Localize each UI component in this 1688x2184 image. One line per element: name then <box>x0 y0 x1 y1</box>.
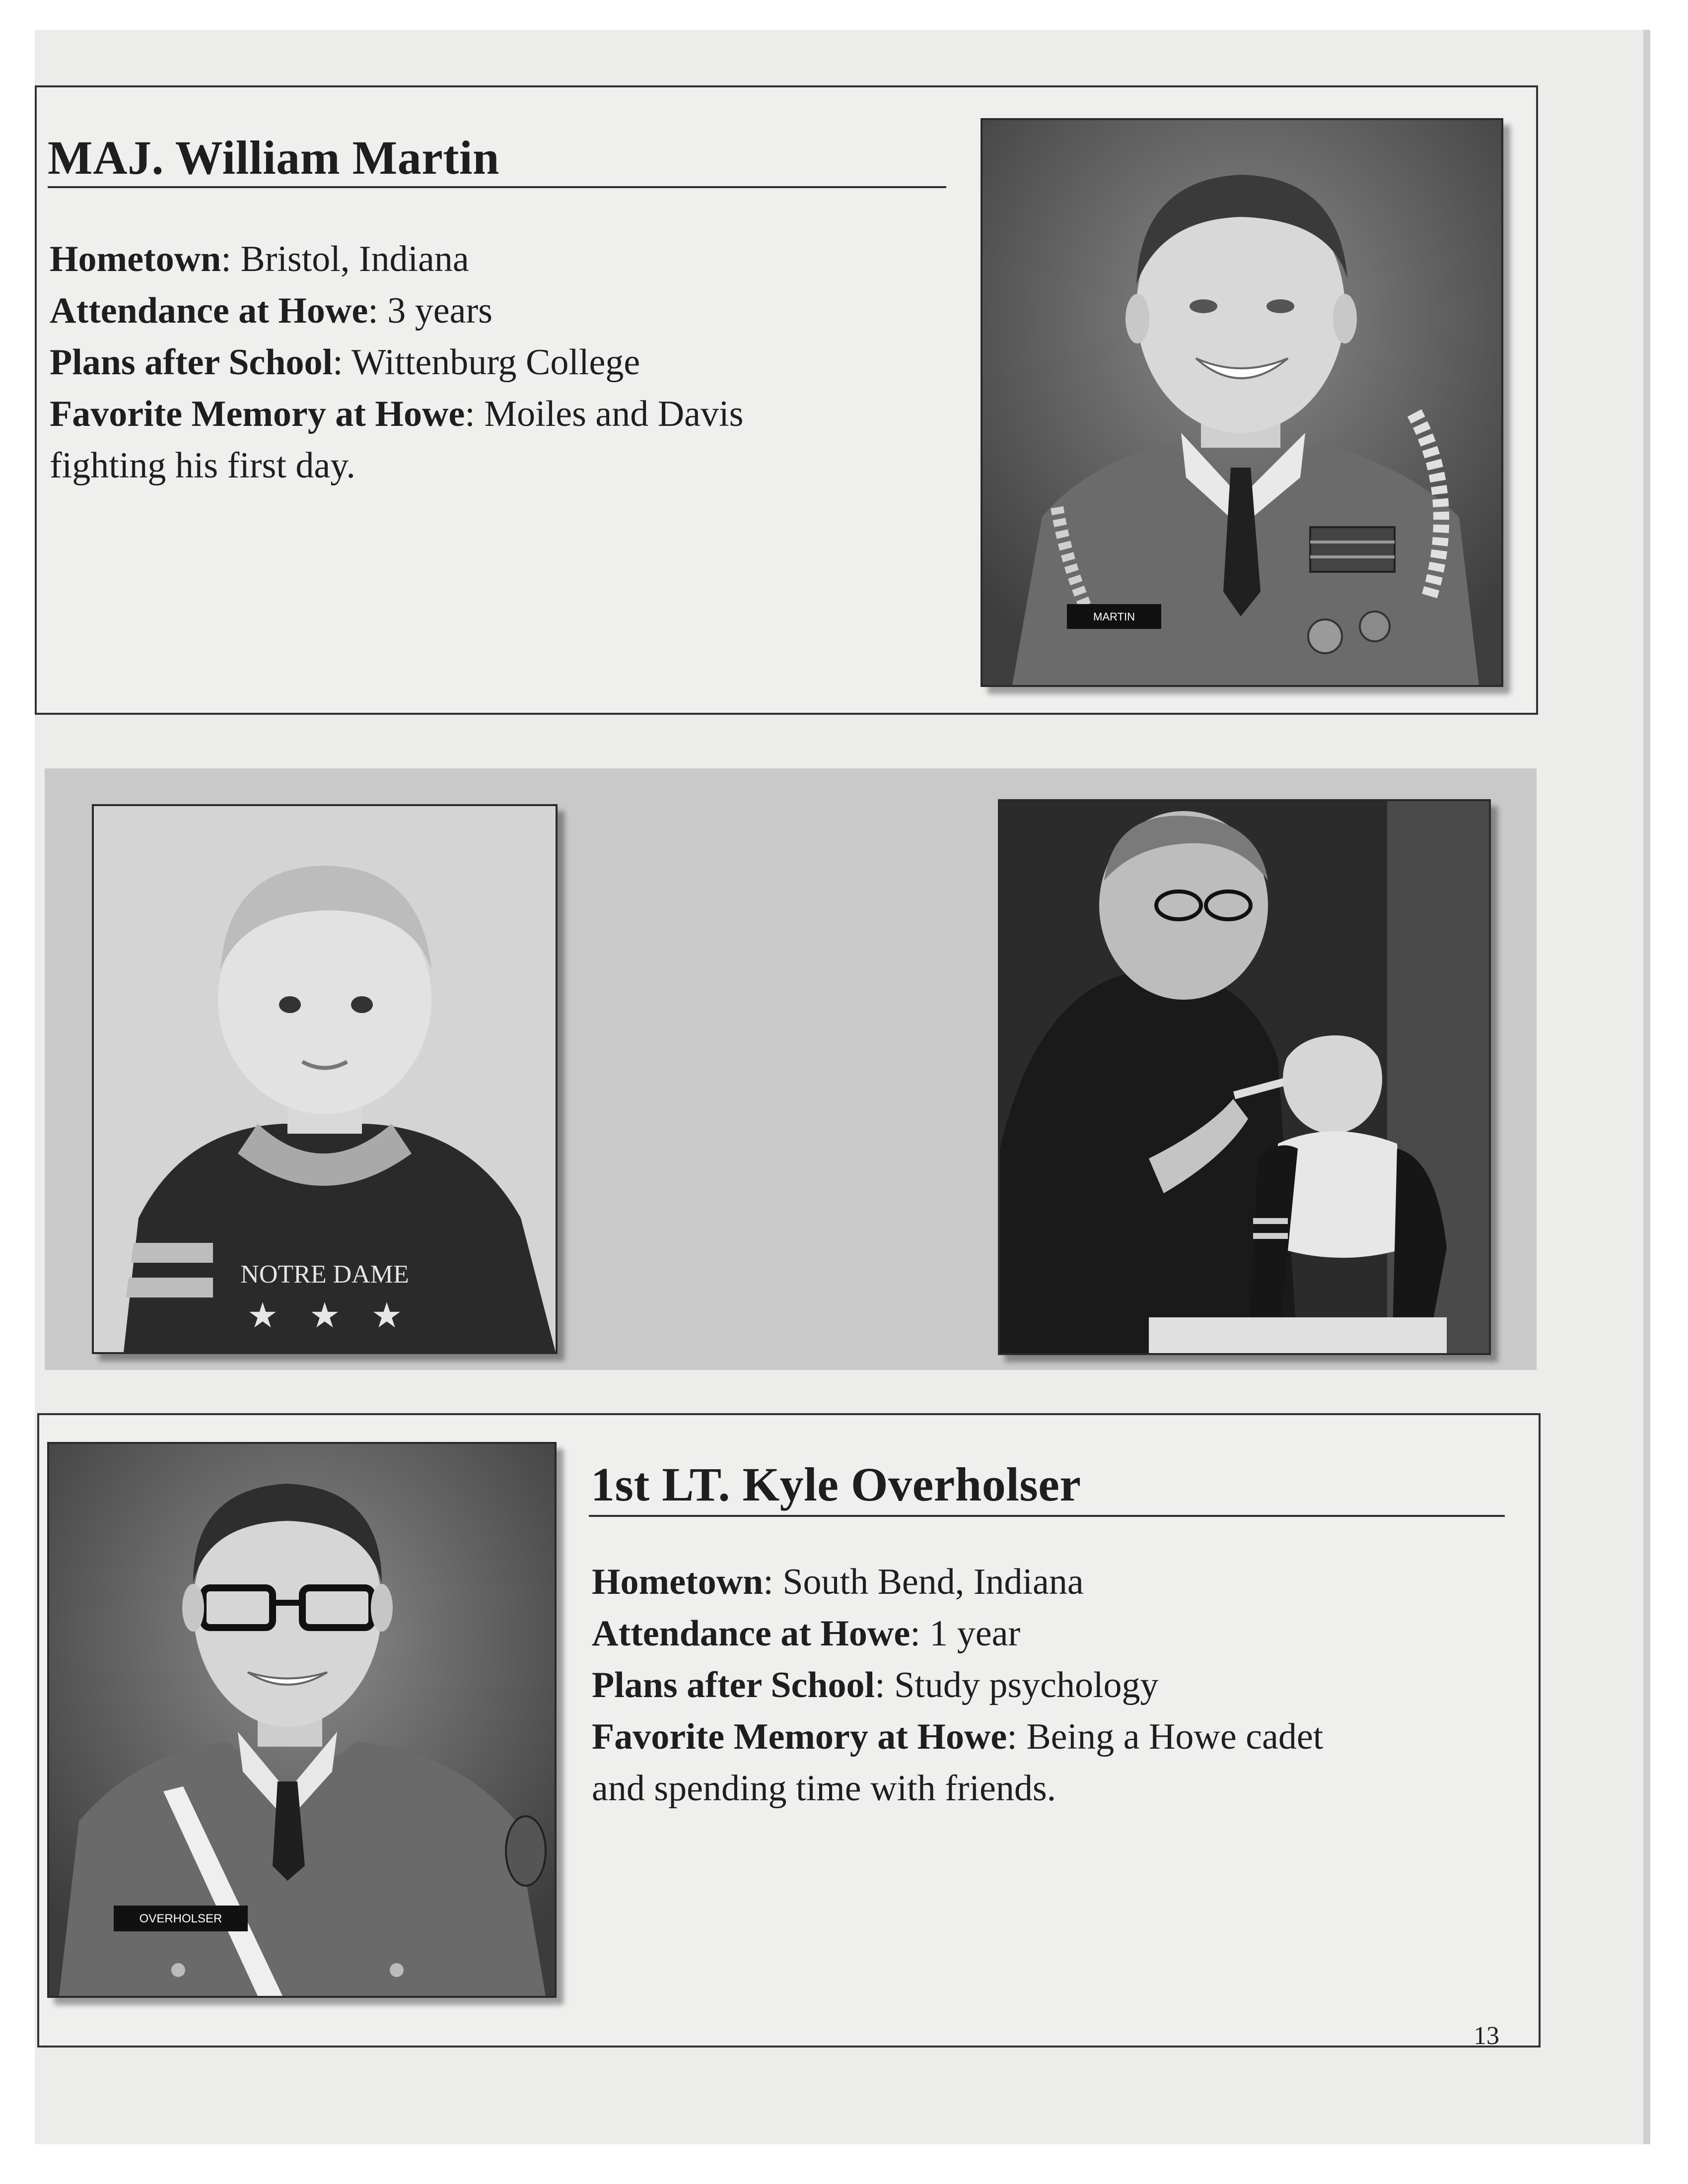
family-photo-illustration <box>1000 801 1489 1353</box>
profile-name-martin: MAJ. William Martin <box>48 131 499 184</box>
plans-label: Plans after School <box>50 342 333 383</box>
childhood-photo-illustration <box>94 806 556 1352</box>
memory-value-line1: Being a Howe cadet <box>1026 1716 1324 1757</box>
plans-value: Wittenburg College <box>351 342 640 383</box>
page-number: 13 <box>1474 2022 1499 2050</box>
profile-info-martin: Hometown: Bristol, Indiana Attendance at Howe: 3 years Plans after School: Wittenburg College Favorite Memory at Howe: Moiles and Davis fighting his first day. <box>50 239 744 486</box>
attendance-label: Attendance at Howe <box>592 1613 911 1654</box>
memory-label: Favorite Memory at Howe <box>592 1716 1007 1757</box>
memory-value-line2: and spending time with friends. <box>592 1768 1056 1809</box>
shirt-text: NOTRE DAME <box>240 1260 409 1289</box>
hometown-value: South Bend, Indiana <box>782 1562 1084 1602</box>
profile-info-overholser: Hometown: South Bend, Indiana Attendance at Howe: 1 year Plans after School: Study psychology Favorite Memory at Howe: Being a Howe cadet and spending time with friends. <box>592 1562 1324 1809</box>
plans-value: Study psychology <box>894 1665 1159 1706</box>
memory-value-line1: Moiles and Davis <box>484 394 744 434</box>
portrait-overholser-illustration <box>49 1444 555 1996</box>
star-icon: ★ <box>247 1295 279 1336</box>
portrait-martin-illustration <box>983 120 1501 685</box>
childhood-photo-martin <box>92 804 558 1354</box>
memory-label: Favorite Memory at Howe <box>50 394 465 434</box>
plans-label: Plans after School <box>592 1665 875 1706</box>
memory-value-line2: fighting his first day. <box>50 445 355 486</box>
hometown-label: Hometown <box>50 239 221 279</box>
profile-name-overholser: 1st LT. Kyle Overholser <box>591 1458 1081 1511</box>
page-edge <box>1643 30 1650 2144</box>
hometown-label: Hometown <box>592 1562 764 1602</box>
hometown-value: Bristol, Indiana <box>240 239 469 279</box>
family-photo-martin <box>998 799 1491 1355</box>
attendance-value: 3 years <box>387 290 492 331</box>
attendance-value: 1 year <box>929 1613 1021 1654</box>
attendance-label: Attendance at Howe <box>50 290 368 331</box>
name-tag-martin: MARTIN <box>1093 611 1135 623</box>
star-icon: ★ <box>371 1295 403 1336</box>
star-icon: ★ <box>309 1295 341 1336</box>
portrait-overholser <box>47 1442 557 1998</box>
heading-rule-overholser <box>589 1515 1505 1517</box>
heading-rule-martin <box>48 186 946 188</box>
portrait-martin <box>981 118 1503 687</box>
name-tag-overholser: OVERHOLSER <box>139 1912 222 1925</box>
